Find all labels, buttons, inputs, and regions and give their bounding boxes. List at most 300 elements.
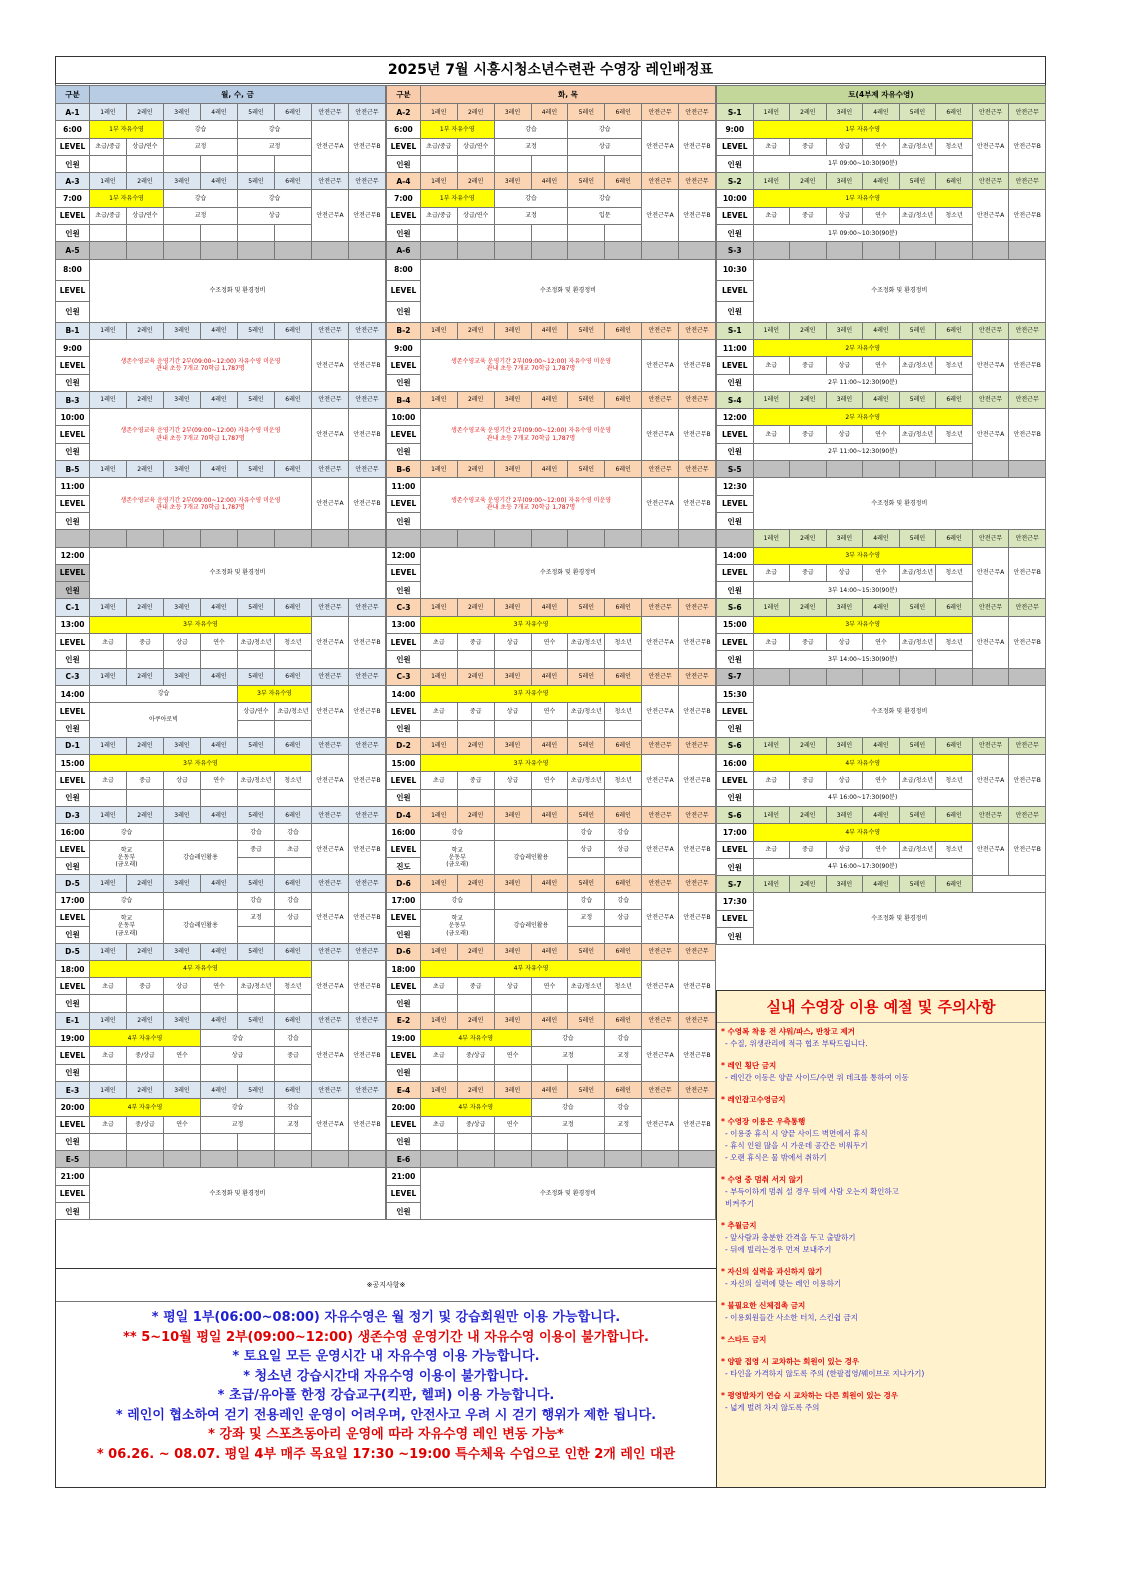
lane-header: 4레인 bbox=[863, 104, 900, 121]
lane-header: 2레인 bbox=[790, 806, 827, 823]
lane-header: 2레인 bbox=[457, 173, 494, 190]
block-code: A-1 bbox=[56, 104, 90, 121]
level-label: LEVEL bbox=[717, 841, 754, 858]
level-label: LEVEL bbox=[56, 357, 90, 374]
etiquette-heading: * 레인잡고수영금지 bbox=[721, 1095, 786, 1104]
lane-header: 5레인 bbox=[238, 875, 275, 892]
blank bbox=[494, 892, 568, 909]
people bbox=[201, 1133, 238, 1150]
lesson: 강습 bbox=[605, 1099, 642, 1116]
gray-cell bbox=[899, 461, 936, 478]
spacer bbox=[721, 1210, 1041, 1220]
gray-cell bbox=[349, 1151, 386, 1168]
weekday-table bbox=[55, 85, 386, 1220]
lane-header: 2레인 bbox=[790, 876, 827, 893]
level: 상급 bbox=[494, 978, 531, 995]
lane-header: 3레인 bbox=[826, 737, 863, 754]
lane-header: 3레인 bbox=[494, 391, 531, 408]
lane-header: 5레인 bbox=[899, 737, 936, 754]
level-label: LEVEL bbox=[56, 1185, 90, 1202]
people bbox=[420, 720, 457, 737]
safety-header: 안전근무 bbox=[642, 173, 679, 190]
gray-cell bbox=[201, 530, 238, 547]
level: 교정 bbox=[568, 909, 605, 926]
free-swim: 4부 자유수영 bbox=[90, 1099, 201, 1116]
lane-header: 3레인 bbox=[164, 104, 201, 121]
level: 상급 bbox=[826, 207, 863, 224]
lane-header: 4레인 bbox=[531, 322, 568, 339]
lesson: 강습 bbox=[90, 685, 238, 702]
time: 11:00 bbox=[717, 339, 754, 356]
safety-header: 안전근무 bbox=[679, 943, 716, 960]
safety-header: 안전근무 bbox=[349, 322, 386, 339]
gray-cell bbox=[679, 1151, 716, 1168]
gray-cell bbox=[531, 530, 568, 547]
block-code: D-6 bbox=[387, 875, 421, 892]
gray-cell bbox=[790, 242, 827, 259]
safety-a: 안전근무A bbox=[972, 824, 1009, 876]
level: 연수 bbox=[863, 426, 900, 443]
level: 초급/청소년 bbox=[899, 357, 936, 374]
level: 입문 bbox=[568, 207, 642, 224]
safety-header: 안전근무 bbox=[349, 943, 386, 960]
etiquette-heading: * 수영 중 멈춰 서지 않기 bbox=[721, 1175, 804, 1184]
etiquette-heading: * 자신의 실력을 과신하지 않기 bbox=[721, 1267, 823, 1276]
level: 초급/청소년 bbox=[238, 772, 275, 789]
lane-header: 2레인 bbox=[457, 461, 494, 478]
gray-cell bbox=[275, 1151, 312, 1168]
block-code: B-2 bbox=[387, 322, 421, 339]
people bbox=[605, 858, 642, 875]
safety-a: 안전근무A bbox=[312, 824, 349, 875]
gray-cell bbox=[201, 1151, 238, 1168]
level-label: LEVEL bbox=[56, 772, 90, 789]
gray-cell bbox=[238, 242, 275, 259]
people bbox=[605, 1064, 642, 1081]
lane-header: 6레인 bbox=[275, 875, 312, 892]
lane-header: 2레인 bbox=[457, 1081, 494, 1098]
people-label: 인원 bbox=[387, 155, 421, 172]
level-label: LEVEL bbox=[717, 910, 754, 927]
safety-header: 안전근무 bbox=[679, 1012, 716, 1029]
gray-cell bbox=[826, 668, 863, 685]
lane-header: 3레인 bbox=[826, 806, 863, 823]
lane-header: 4레인 bbox=[531, 599, 568, 616]
lane-header: 6레인 bbox=[605, 737, 642, 754]
lane-header: 1레인 bbox=[420, 599, 457, 616]
lane-header: 6레인 bbox=[605, 104, 642, 121]
lane-header: 3레인 bbox=[494, 806, 531, 823]
survival-notice: 생존수영교육 운영기간 2부(09:00~12:00) 자유수영 미운영 관내 초등 7개교 70학급 1,787명 bbox=[90, 409, 312, 461]
page-title: 2025년 7월 시흥시청소년수련관 수영장 레인배정표 bbox=[55, 56, 1046, 84]
people-label: 인원 bbox=[717, 443, 754, 460]
safety-a: 안전근무A bbox=[642, 755, 679, 807]
session-note: 4부 16:00~17:30(90분) bbox=[753, 789, 972, 806]
people bbox=[164, 1133, 201, 1150]
lane-header: 3레인 bbox=[494, 599, 531, 616]
lane-lesson: 강습레인활용 bbox=[494, 909, 568, 943]
level: 초급/청소년 bbox=[899, 138, 936, 155]
people bbox=[568, 720, 605, 737]
people bbox=[568, 926, 605, 943]
people-label: 인원 bbox=[387, 995, 421, 1012]
level: 상급 bbox=[494, 703, 531, 720]
session-note: 2부 11:00~12:30(90분) bbox=[753, 374, 972, 391]
level: 중급 bbox=[457, 634, 494, 651]
gray-cell bbox=[457, 242, 494, 259]
gray-cell bbox=[420, 242, 457, 259]
safety-a: 안전근무A bbox=[312, 1099, 349, 1151]
level-label: LEVEL bbox=[717, 495, 754, 512]
spacer bbox=[721, 1414, 1041, 1424]
safety-b: 안전근무B bbox=[679, 824, 716, 875]
gray-cell bbox=[56, 530, 90, 547]
lane-header: 4레인 bbox=[531, 461, 568, 478]
safety-b: 안전근무B bbox=[679, 478, 716, 530]
lane-header: 3레인 bbox=[826, 173, 863, 190]
level: 초급 bbox=[420, 772, 457, 789]
lane-header: 5레인 bbox=[568, 104, 605, 121]
block-code: A-3 bbox=[56, 173, 90, 190]
people bbox=[605, 1133, 642, 1150]
lane-header: 1레인 bbox=[420, 737, 457, 754]
block-code: S-1 bbox=[717, 322, 754, 339]
lane-header: 2레인 bbox=[457, 668, 494, 685]
level-label: LEVEL bbox=[387, 1116, 421, 1133]
level: 연수 bbox=[863, 207, 900, 224]
people-label: 인원 bbox=[56, 858, 90, 875]
free-swim: 1부 자유수영 bbox=[753, 190, 972, 207]
level: 연수 bbox=[863, 564, 900, 581]
level: 청소년 bbox=[605, 703, 642, 720]
gray-cell bbox=[164, 242, 201, 259]
safety-a: 안전근무A bbox=[312, 960, 349, 1012]
lesson: 강습 bbox=[605, 892, 642, 909]
people-label: 인원 bbox=[387, 443, 421, 460]
people bbox=[238, 225, 275, 242]
level-label: LEVEL bbox=[717, 207, 754, 224]
people bbox=[90, 651, 127, 668]
level: 초급 bbox=[90, 1116, 127, 1133]
level: 상급 bbox=[826, 564, 863, 581]
spacer bbox=[721, 1084, 1041, 1094]
lane-header: 6레인 bbox=[936, 391, 973, 408]
lane-header: 1레인 bbox=[753, 599, 790, 616]
people bbox=[275, 155, 312, 172]
lane-header: 3레인 bbox=[494, 104, 531, 121]
safety-header: 안전근무 bbox=[642, 322, 679, 339]
safety-header: 안전근무 bbox=[679, 875, 716, 892]
lane-header: 3레인 bbox=[164, 943, 201, 960]
people-label: 인원 bbox=[717, 789, 754, 806]
level-label: LEVEL bbox=[56, 207, 90, 224]
lane-header: 3레인 bbox=[164, 1081, 201, 1098]
block-code: S-2 bbox=[717, 173, 754, 190]
session-note: 2부 11:00~12:30(90분) bbox=[753, 443, 972, 460]
gray-cell bbox=[349, 530, 386, 547]
time: 16:00 bbox=[717, 755, 754, 772]
etiquette-line: - 오랜 휴식은 물 밖에서 취하기 bbox=[725, 1153, 827, 1162]
spacer bbox=[721, 1324, 1041, 1334]
lane-header: 4레인 bbox=[201, 668, 238, 685]
people bbox=[605, 789, 642, 806]
lane-header: 1레인 bbox=[753, 737, 790, 754]
lesson: 강습 bbox=[238, 824, 275, 841]
lane-header: 4레인 bbox=[531, 1081, 568, 1098]
safety-b: 안전근무B bbox=[349, 616, 386, 668]
people-label: 인원 bbox=[717, 512, 754, 529]
cleaning: 수조정화 및 환경정비 bbox=[90, 259, 386, 322]
safety-b: 안전근무B bbox=[679, 339, 716, 391]
time: 9:00 bbox=[56, 339, 90, 356]
people bbox=[457, 789, 494, 806]
people-label: 인원 bbox=[56, 374, 90, 391]
block-code: E-2 bbox=[387, 1012, 421, 1029]
gray-cell bbox=[349, 242, 386, 259]
safety-header: 안전근무 bbox=[349, 104, 386, 121]
gray-cell bbox=[568, 530, 605, 547]
block-code: D-3 bbox=[56, 806, 90, 823]
safety-a: 안전근무A bbox=[312, 685, 349, 737]
lane-header: 1레인 bbox=[90, 1081, 127, 1098]
lane-header: 4레인 bbox=[201, 943, 238, 960]
lane-header: 2레인 bbox=[127, 322, 164, 339]
level-label: LEVEL bbox=[56, 1047, 90, 1064]
etiquette-heading: * 레인 횡단 금지 bbox=[721, 1061, 777, 1070]
safety-header: 안전근무 bbox=[679, 322, 716, 339]
people bbox=[457, 651, 494, 668]
safety-header: 안전근무 bbox=[1009, 391, 1046, 408]
lane-header: 2레인 bbox=[457, 943, 494, 960]
gray-cell bbox=[420, 1151, 457, 1168]
level: 중급 bbox=[457, 978, 494, 995]
etiquette-line: - 부득이하게 멈춰 설 경우 뒤에 사람 오는지 확인하고 bbox=[725, 1187, 899, 1196]
people-label: 인원 bbox=[717, 155, 754, 172]
safety-a: 안전근무A bbox=[972, 547, 1009, 599]
people-label: 인원 bbox=[717, 225, 754, 242]
lane-header: 5레인 bbox=[238, 943, 275, 960]
lane-header: 3레인 bbox=[826, 530, 863, 547]
lesson: 강습 bbox=[201, 1099, 275, 1116]
lane-header: 6레인 bbox=[936, 599, 973, 616]
free-swim: 4부 자유수영 bbox=[420, 1099, 531, 1116]
level: 상급 bbox=[494, 772, 531, 789]
people-label: 인원 bbox=[717, 720, 754, 737]
safety-header: 안전근무 bbox=[642, 104, 679, 121]
people-label: 인원 bbox=[387, 926, 421, 943]
level: 상급 bbox=[568, 138, 642, 155]
block-code: B-1 bbox=[56, 322, 90, 339]
time: 15:30 bbox=[717, 685, 754, 702]
lesson: 강습 bbox=[238, 892, 275, 909]
lane-header: 5레인 bbox=[899, 173, 936, 190]
lesson: 강습 bbox=[568, 121, 642, 138]
lane-header: 4레인 bbox=[863, 391, 900, 408]
safety-header: 안전근무 bbox=[679, 104, 716, 121]
lane-header: 2레인 bbox=[127, 599, 164, 616]
safety-a: 안전근무A bbox=[972, 121, 1009, 173]
lane-header: 1레인 bbox=[753, 391, 790, 408]
time: 17:00 bbox=[56, 892, 90, 909]
level: 상급/연수 bbox=[238, 703, 275, 720]
gray-cell bbox=[238, 530, 275, 547]
lane-header: 2레인 bbox=[457, 104, 494, 121]
lane-header: 6레인 bbox=[275, 461, 312, 478]
people bbox=[420, 1064, 457, 1081]
lesson: 강습 bbox=[201, 1030, 275, 1047]
cleaning: 수조정화 및 환경정비 bbox=[90, 547, 386, 599]
level: 상급 bbox=[164, 772, 201, 789]
lane-header: 3레인 bbox=[164, 173, 201, 190]
spacer bbox=[721, 1290, 1041, 1300]
level: 초급 bbox=[90, 634, 127, 651]
level: 상급 bbox=[605, 909, 642, 926]
lane-header: 2레인 bbox=[457, 875, 494, 892]
etiquette-heading: * 수영장 이용은 우측통행 bbox=[721, 1117, 806, 1126]
lesson: 강습 bbox=[238, 121, 312, 138]
lane-header: 5레인 bbox=[238, 391, 275, 408]
day-header: 월, 수, 금 bbox=[90, 86, 386, 104]
level: 청소년 bbox=[275, 772, 312, 789]
session-note: 1부 09:00~10:30(90분) bbox=[753, 225, 972, 242]
gray-cell bbox=[605, 530, 642, 547]
level: 연수 bbox=[494, 1047, 531, 1064]
people bbox=[201, 225, 238, 242]
people bbox=[420, 789, 457, 806]
people-label: 인원 bbox=[717, 374, 754, 391]
level-label: LEVEL bbox=[387, 772, 421, 789]
level-label: LEVEL bbox=[387, 207, 421, 224]
level: 연수 bbox=[863, 138, 900, 155]
level: 초급/청소년 bbox=[899, 207, 936, 224]
block-code: B-6 bbox=[387, 461, 421, 478]
gray-cell bbox=[387, 530, 421, 547]
free-swim: 4부 자유수영 bbox=[420, 960, 641, 977]
level-label: LEVEL bbox=[56, 138, 90, 155]
people bbox=[420, 225, 457, 242]
notice-line: * 평일 1부(06:00~08:00) 자유수영은 월 정기 및 강습회원만 이용 가능합니다. bbox=[151, 1310, 621, 1325]
lane-header: 6레인 bbox=[936, 322, 973, 339]
time: 18:00 bbox=[56, 960, 90, 977]
level: 초급 bbox=[420, 634, 457, 651]
time: 12:00 bbox=[387, 547, 421, 564]
lane-header: 1레인 bbox=[420, 461, 457, 478]
safety-header: 안전근무 bbox=[679, 806, 716, 823]
lesson: 강습 bbox=[164, 121, 238, 138]
safety-header: 안전근무 bbox=[312, 391, 349, 408]
lane-header: 3레인 bbox=[164, 875, 201, 892]
lesson: 강습 bbox=[90, 892, 164, 909]
free-swim: 3부 자유수영 bbox=[90, 616, 312, 633]
level: 중/상급 bbox=[457, 1047, 494, 1064]
time: 8:00 bbox=[387, 259, 421, 280]
lane-header: 5레인 bbox=[568, 943, 605, 960]
safety-header: 안전근무 bbox=[972, 104, 1009, 121]
lane-header: 6레인 bbox=[275, 943, 312, 960]
lane-header: 2레인 bbox=[127, 173, 164, 190]
etiquette-title: 실내 수영장 이용 예절 및 주의사항 bbox=[717, 991, 1045, 1023]
lane-header: 5레인 bbox=[568, 1081, 605, 1098]
gray-cell bbox=[972, 668, 1009, 685]
safety-header: 안전근무 bbox=[642, 391, 679, 408]
lane-header: 2레인 bbox=[790, 391, 827, 408]
people bbox=[164, 225, 201, 242]
block-code: E-1 bbox=[56, 1012, 90, 1029]
lesson: 강습 bbox=[275, 1099, 312, 1116]
lane-header: 3레인 bbox=[164, 599, 201, 616]
people bbox=[238, 1064, 275, 1081]
free-swim: 1부 자유수영 bbox=[420, 121, 494, 138]
lane-header: 3레인 bbox=[826, 876, 863, 893]
lane-header: 6레인 bbox=[605, 322, 642, 339]
lane-header: 4레인 bbox=[201, 322, 238, 339]
lane-header: 4레인 bbox=[863, 599, 900, 616]
safety-b: 안전근무B bbox=[349, 824, 386, 875]
block-code: S-4 bbox=[717, 391, 754, 408]
safety-header: 안전근무 bbox=[642, 943, 679, 960]
time: 16:00 bbox=[56, 824, 90, 841]
lane-header: 1레인 bbox=[90, 1012, 127, 1029]
gray-cell bbox=[642, 530, 679, 547]
lane-header: 3레인 bbox=[164, 461, 201, 478]
spacer bbox=[721, 1106, 1041, 1116]
safety-header: 안전근무 bbox=[312, 599, 349, 616]
people bbox=[494, 1133, 531, 1150]
level: 교정 bbox=[531, 1116, 605, 1133]
lane-header: 3레인 bbox=[494, 875, 531, 892]
people-label: 인원 bbox=[56, 443, 90, 460]
people-label: 인원 bbox=[717, 858, 754, 875]
lane-header: 1레인 bbox=[753, 104, 790, 121]
level-label: LEVEL bbox=[387, 634, 421, 651]
safety-b: 안전근무B bbox=[679, 190, 716, 242]
level: 상급 bbox=[275, 909, 312, 926]
lane-header: 5레인 bbox=[568, 322, 605, 339]
etiquette-line: - 타인을 가격하지 않도록 주의 (한팔접영/웨이브로 지나가기) bbox=[725, 1369, 925, 1378]
safety-header: 안전근무 bbox=[1009, 530, 1046, 547]
time: 14:00 bbox=[56, 685, 90, 702]
people bbox=[531, 720, 568, 737]
lane-header: 3레인 bbox=[164, 737, 201, 754]
etiquette-heading: * 추월금지 bbox=[721, 1221, 757, 1230]
gray-cell bbox=[90, 530, 127, 547]
level-label: LEVEL bbox=[56, 978, 90, 995]
lane-header: 5레인 bbox=[899, 322, 936, 339]
lane-header: 4레인 bbox=[531, 806, 568, 823]
lane-header: 1레인 bbox=[90, 875, 127, 892]
level: 상급 bbox=[826, 426, 863, 443]
safety-a: 안전근무A bbox=[642, 824, 679, 875]
safety-header: 안전근무 bbox=[972, 530, 1009, 547]
lane-header: 6레인 bbox=[605, 668, 642, 685]
lane-header: 5레인 bbox=[238, 173, 275, 190]
people-label: 인원 bbox=[717, 582, 754, 599]
safety-header: 안전근무 bbox=[312, 461, 349, 478]
lane-header: 1레인 bbox=[90, 943, 127, 960]
level: 중급 bbox=[238, 841, 275, 858]
lane-header: 6레인 bbox=[936, 737, 973, 754]
level-label: LEVEL bbox=[387, 426, 421, 443]
block-code: C-1 bbox=[56, 599, 90, 616]
safety-header: 안전근무 bbox=[642, 737, 679, 754]
safety-header: 안전근무 bbox=[349, 1081, 386, 1098]
block-code: D-6 bbox=[387, 943, 421, 960]
people bbox=[238, 720, 275, 737]
people bbox=[531, 155, 568, 172]
free-swim: 2부 자유수영 bbox=[753, 409, 972, 426]
gray-cell bbox=[457, 1151, 494, 1168]
lane-header: 5레인 bbox=[899, 391, 936, 408]
